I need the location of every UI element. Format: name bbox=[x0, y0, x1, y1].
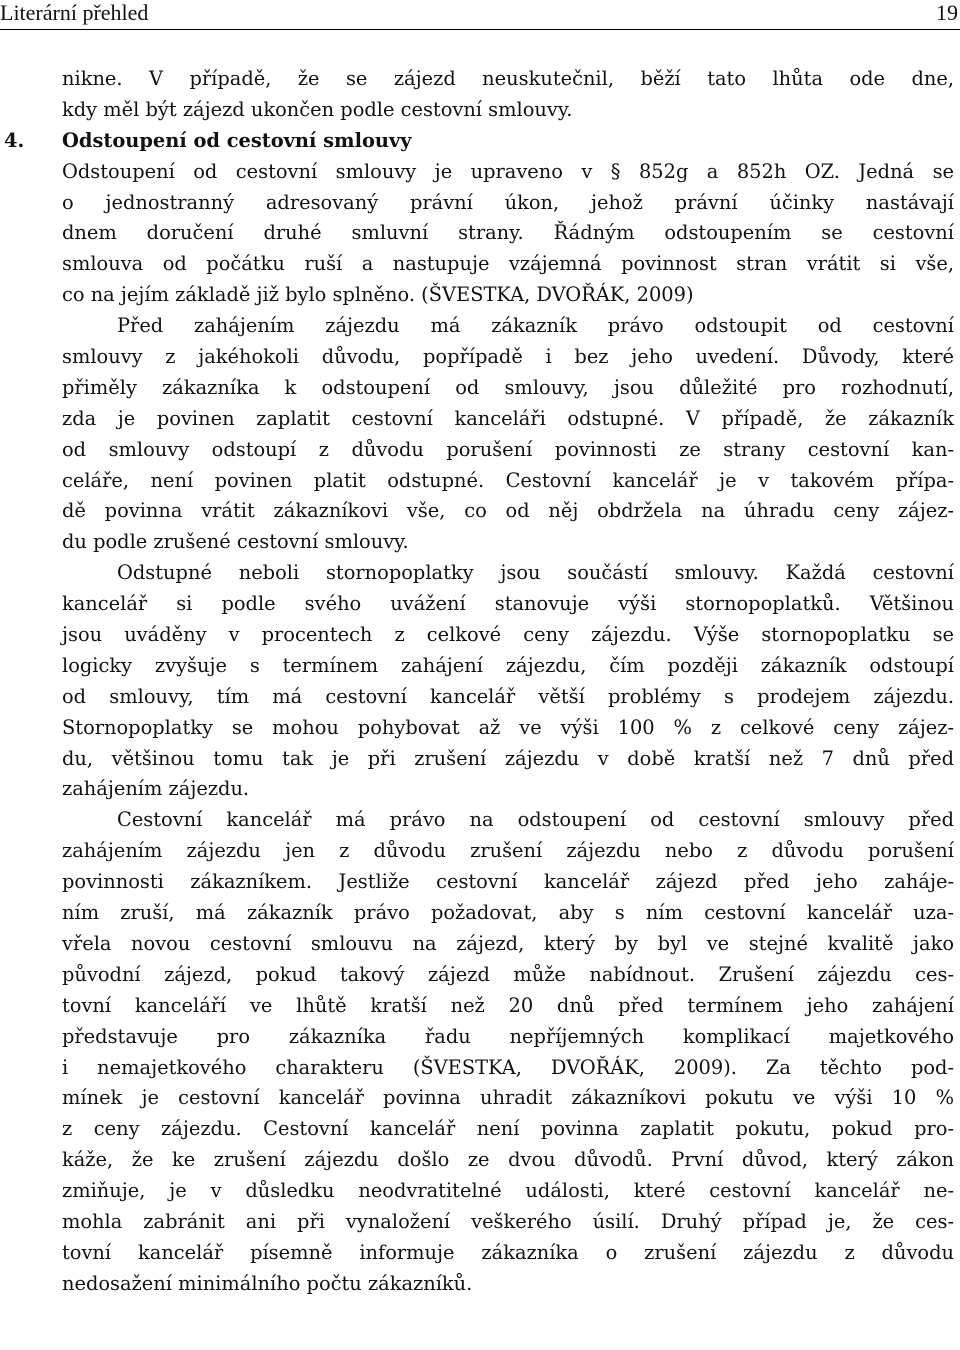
header-divider bbox=[0, 29, 960, 30]
text-line: ním zruší, má zákazník právo požadovat, aby s ním cestovní kancelář uza- bbox=[62, 901, 954, 925]
text-line: i nemajetkového charakteru (ŠVESTKA, DVOŘÁK, 2009). Za těchto pod- bbox=[62, 1055, 954, 1079]
text-line: od smlouvy, tím má cestovní kancelář větší problémy s prodejem zájezdu. bbox=[62, 684, 954, 708]
paragraph bbox=[62, 311, 954, 558]
text-line: káže, že ke zrušení zájezdu došlo ze dvou důvodů. První důvod, který zákon bbox=[62, 1148, 954, 1172]
paragraph bbox=[62, 558, 954, 805]
text-line: jsou uváděny v procentech z celkové ceny zájezdu. Výše stornopoplatku se bbox=[62, 623, 954, 647]
paragraph bbox=[62, 157, 954, 311]
text-line: z ceny zájezdu. Cestovní kancelář není povinna zaplatit pokutu, pokud pro- bbox=[62, 1117, 954, 1141]
text-line: kdy měl být zájezd ukončen podle cestovní smlouvy. bbox=[62, 97, 573, 121]
text-line: tovní kancelář písemně informuje zákazníka o zrušení zájezdu z důvodu bbox=[62, 1240, 954, 1264]
text-line: od smlouvy odstoupí z důvodu porušení povinnosti ze strany cestovní kan- bbox=[62, 437, 954, 461]
text-line: Odstupné neboli stornopoplatky jsou součástí smlouvy. Každá cestovní bbox=[117, 561, 954, 585]
text-line: povinnosti zákazníkem. Jestliže cestovní kancelář zájezd před jeho zaháje- bbox=[62, 870, 954, 894]
text-line: du, většinou tomu tak je při zrušení zájezdu v době kratší než 7 dnů před bbox=[62, 746, 954, 770]
text-line: o jednostranný adresovaný právní úkon, jehož právní účinky nastávají bbox=[62, 190, 954, 214]
text-line: zda je povinen zaplatit cestovní kanceláři odstupné. V případě, že zákazník bbox=[62, 406, 954, 430]
page-header bbox=[0, 0, 960, 30]
text-line: logicky zvyšuje s termínem zahájení zájezdu, čím později zákazník odstoupí bbox=[62, 653, 954, 677]
text-line: nikne. V případě, že se zájezd neuskutečnil, běží tato lhůta ode dne, bbox=[62, 67, 954, 90]
text-line: smlouvy z jakéhokoli důvodu, popřípadě i bez jeho uvedení. Důvody, které bbox=[62, 345, 954, 369]
header-title: Literární přehled bbox=[0, 0, 149, 25]
text-line: zahájením zájezdu jen z důvodu zrušení zájezdu nebo z důvodu porušení bbox=[62, 839, 954, 863]
text-line: vřela novou cestovní smlouvu na zájezd, který by byl ve stejné kvalitě jako bbox=[62, 931, 954, 955]
text-line: Před zahájením zájezdu má zákazník právo odstoupit od cestovní bbox=[117, 314, 954, 338]
text-line: Stornopoplatky se mohou pohybovat až ve výši 100 % z celkové ceny zájez- bbox=[62, 715, 954, 739]
text-line: tovní kanceláří ve lhůtě kratší než 20 dnů před termínem jeho zahájení bbox=[62, 993, 954, 1017]
section-number: 4. bbox=[4, 128, 25, 152]
document-body bbox=[4, 64, 954, 1300]
text-line: mohla zabránit ani při vynaložení veškerého úsilí. Druhý případ je, že ces- bbox=[62, 1209, 954, 1233]
section-heading bbox=[4, 126, 954, 157]
continuation-paragraph bbox=[62, 64, 954, 126]
text-line: Odstoupení od cestovní smlouvy je upraveno v § 852g a 852h OZ. Jedná se bbox=[62, 159, 954, 183]
section-title: Odstoupení od cestovní smlouvy bbox=[62, 128, 412, 152]
text-line: Cestovní kancelář má právo na odstoupení od cestovní smlouvy před bbox=[117, 808, 954, 832]
text-line: co na jejím základě již bylo splněno. (ŠVESTKA, DVOŘÁK, 2009) bbox=[62, 283, 694, 307]
text-line: celáře, není povinen platit odstupné. Cestovní kancelář je v takovém přípa- bbox=[62, 468, 954, 492]
text-line: mínek je cestovní kancelář povinna uhradit zákazníkovi pokutu ve výši 10 % bbox=[62, 1086, 954, 1110]
text-line: dě povinna vrátit zákazníkovi vše, co od něj obdržela na úhradu ceny zájez- bbox=[62, 499, 954, 523]
page-number: 19 bbox=[936, 0, 958, 25]
text-line: kancelář si podle svého uvážení stanovuje výši stornopoplatků. Většinou bbox=[62, 592, 954, 616]
text-line: představuje pro zákazníka řadu nepříjemných komplikací majetkového bbox=[62, 1024, 954, 1048]
text-line: zmiňuje, je v důsledku neodvratitelné události, které cestovní kancelář ne- bbox=[62, 1179, 954, 1203]
text-line: přiměly zákazníka k odstoupení od smlouvy, jsou důležité pro rozhodnutí, bbox=[62, 375, 954, 399]
paragraph bbox=[62, 805, 954, 1299]
text-line: nedosažení minimálního počtu zákazníků. bbox=[62, 1271, 473, 1295]
text-line: du podle zrušené cestovní smlouvy. bbox=[62, 530, 409, 554]
text-line: smlouva od počátku ruší a nastupuje vzájemná povinnost stran vrátit si vše, bbox=[62, 252, 954, 276]
text-line: původní zájezd, pokud takový zájezd může nabídnout. Zrušení zájezdu ces- bbox=[62, 962, 954, 986]
text-line: zahájením zájezdu. bbox=[62, 777, 250, 801]
text-line: dnem doručení druhé smluvní strany. Řádným odstoupením se cestovní bbox=[62, 221, 954, 245]
